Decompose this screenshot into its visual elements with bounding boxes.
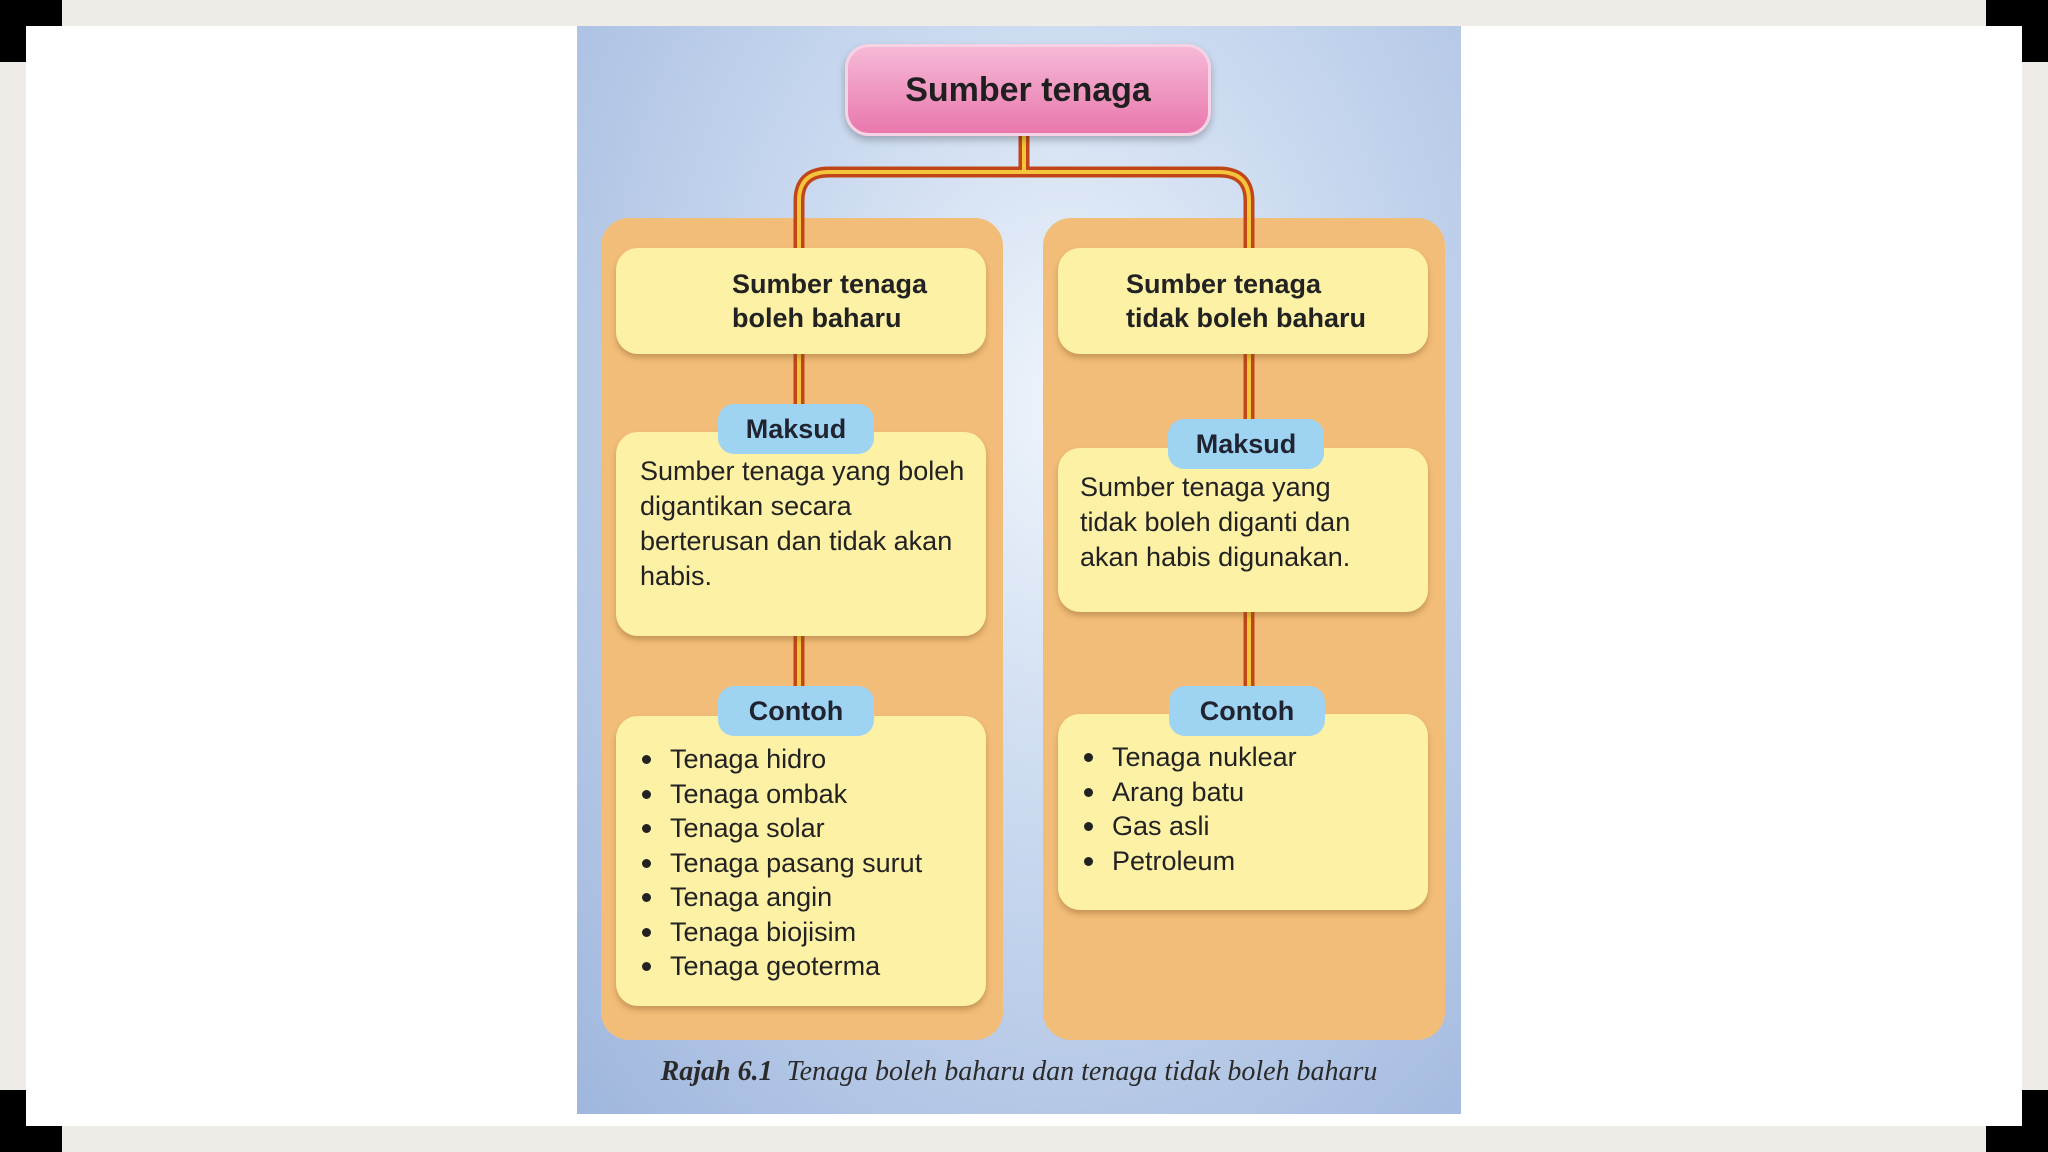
list-item: Tenaga nuklear bbox=[1082, 740, 1428, 775]
list-item: Petroleum bbox=[1082, 844, 1428, 879]
nonrenewable-examples-box bbox=[1058, 714, 1428, 910]
renewable-heading-line2: boleh baharu bbox=[732, 303, 902, 333]
renewable-examples-list bbox=[616, 716, 986, 984]
list-item: Tenaga pasang surut bbox=[640, 846, 986, 881]
caption-text: Tenaga boleh baharu dan tenaga tidak boleh baharu bbox=[786, 1056, 1378, 1087]
list-item: Tenaga hidro bbox=[640, 742, 986, 777]
nonrenewable-heading-box bbox=[1058, 248, 1428, 354]
list-item: Tenaga ombak bbox=[640, 777, 986, 812]
nonrenewable-heading-line1: Sumber tenaga bbox=[1126, 269, 1322, 299]
renewable-meaning-text: Sumber tenaga yang boleh digantikan secara berterusan dan tidak akan habis. bbox=[640, 456, 965, 591]
list-item: Tenaga geoterma bbox=[640, 949, 986, 984]
figure-caption bbox=[577, 1056, 1461, 1088]
nonrenewable-heading-line2: tidak boleh baharu bbox=[1126, 303, 1367, 333]
corner-mark bbox=[2022, 1090, 2048, 1152]
nonrenewable-meaning-box bbox=[1058, 448, 1428, 612]
list-item: Arang batu bbox=[1082, 775, 1428, 810]
renewable-meaning-box bbox=[616, 432, 986, 636]
corner-mark bbox=[0, 1090, 26, 1152]
list-item: Tenaga solar bbox=[640, 811, 986, 846]
list-item: Tenaga angin bbox=[640, 880, 986, 915]
title-pill: Sumber tenaga bbox=[845, 44, 1211, 136]
caption-label: Rajah 6.1 bbox=[660, 1056, 773, 1087]
renewable-meaning-tag: Maksud bbox=[718, 404, 874, 454]
renewable-examples-tag: Contoh bbox=[718, 686, 874, 736]
corner-mark bbox=[0, 0, 26, 62]
nonrenewable-meaning-text: Sumber tenaga yang tidak boleh diganti dan akan habis digunakan. bbox=[1080, 472, 1351, 572]
nonrenewable-examples-list bbox=[1058, 714, 1428, 878]
corner-mark bbox=[2022, 0, 2048, 62]
nonrenewable-meaning-tag: Maksud bbox=[1168, 419, 1324, 469]
renewable-heading-line1: Sumber tenaga bbox=[732, 269, 928, 299]
list-item: Gas asli bbox=[1082, 809, 1428, 844]
renewable-heading-box bbox=[616, 248, 986, 354]
list-item: Tenaga biojisim bbox=[640, 915, 986, 950]
nonrenewable-examples-tag: Contoh bbox=[1169, 686, 1325, 736]
renewable-examples-box bbox=[616, 716, 986, 1006]
concept-diagram bbox=[577, 26, 1461, 1114]
